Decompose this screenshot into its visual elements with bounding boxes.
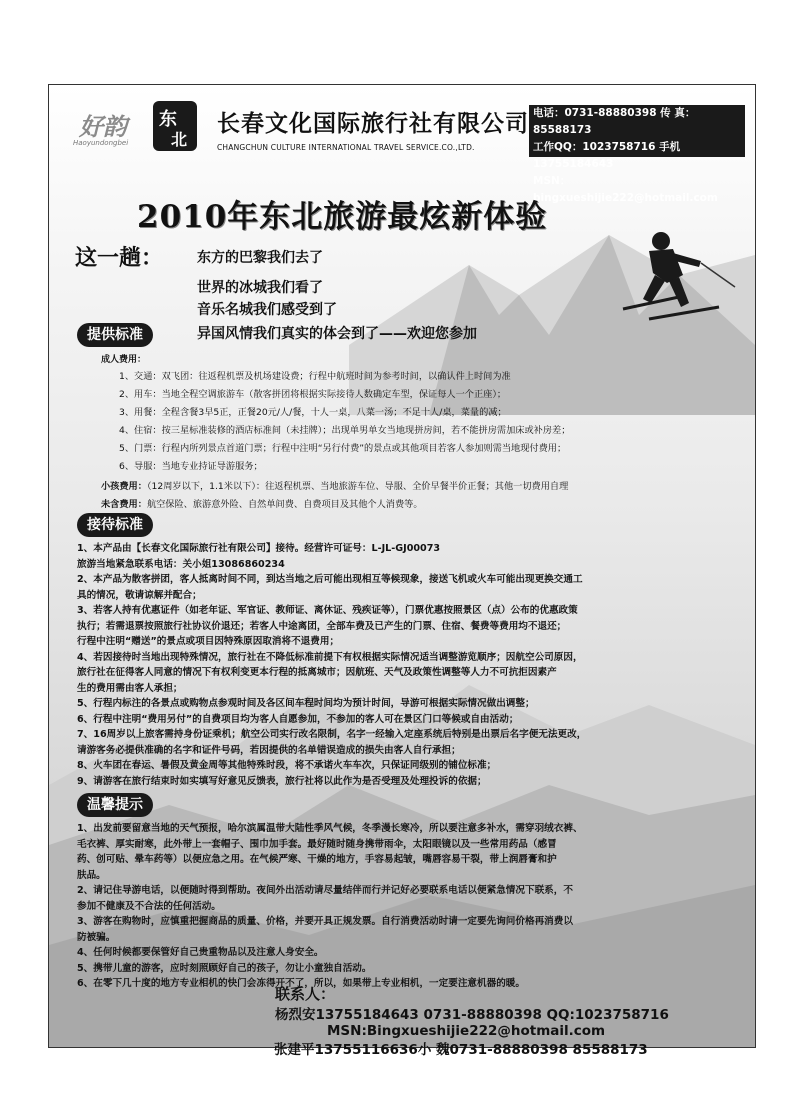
reception-line: 6、行程中注明“费用另付”的自费项目均为客人自愿参加，不参加的客人可在景区门口等候或自由活动； <box>77 713 519 725</box>
excluded-fee <box>101 497 423 513</box>
reception-line: 执行；若需退票按照旅行社协议价退还；若客人中途离团，全部车费及已产生的门票、住宿、餐费等费用均不退还； <box>77 620 567 632</box>
poster <box>48 84 756 1048</box>
reception-line: 9、请游客在旅行结束时如实填写好意见反馈表，旅行社将以此作为是否受理及处理投诉的依据； <box>77 775 487 787</box>
section-title-provide-standard: 提供标准 <box>77 323 153 347</box>
tips-line: 4、任何时候都要保管好自己贵重物品以及注意人身安全。 <box>77 947 324 958</box>
tips-list <box>77 821 749 992</box>
child-fee <box>101 479 568 495</box>
reception-line: 1、本产品由【长春文化国际旅行社有限公司】接待。经营许可证号：L-JL-GJ00073 <box>77 543 441 554</box>
child-fee-text: （12周岁以下，1.1米以下）：往返程机票、当地旅游车位、导服、全价早餐半价正餐；其他一切费用自理 <box>146 481 569 492</box>
fee-item: 3、用餐：全程含餐3早5正，正餐20元/人/餐，十人一桌，八菜一汤；不足十人/桌，菜量的减； <box>119 407 507 418</box>
contact-box <box>529 105 745 204</box>
excluded-fee-text: 航空保险、旅游意外险、自然单间费、自费项目及其他个人消费等。 <box>146 499 423 510</box>
contact-line: MSN:Bingxueshijie222@hotmail.com <box>327 1023 606 1039</box>
child-fee-label: 小孩费用： <box>101 481 147 492</box>
company-name: 长春文化国际旅行社有限公司 <box>217 111 529 137</box>
excluded-fee-label: 未含费用： <box>101 499 147 510</box>
reception-line: 具的情况，敬请谅解并配合； <box>77 589 202 601</box>
contact-line: 杨烈安13755184643 0731-88880398 QQ:1023758716 <box>275 1007 669 1023</box>
reception-list <box>77 541 749 789</box>
intro-line: 异国风情我们真实的体会到了——欢迎您参加 <box>197 326 477 342</box>
company-logo <box>63 101 207 157</box>
contacts-title: 联系人： <box>275 985 336 1003</box>
reception-line: 7、16周岁以上旅客需持身份证乘机；航空公司实行改名限制，名字一经输入定座系统后特别是出票后名字便无法更改， <box>77 729 587 740</box>
tips-line: 5、携带儿童的游客，应时刻照顾好自己的孩子，勿让小童独自活动。 <box>77 962 372 974</box>
contact-phone: 电话：0731-88880398 传 真：85588173 <box>533 107 696 136</box>
fee-item: 5、门票：行程内所列景点首道门票；行程中注明“另行付费”的景点或其他项目若客人参加则需当地现付费用； <box>119 443 567 454</box>
fee-item: 6、导服：当地专业持证导游服务； <box>119 461 263 472</box>
reception-line: 旅游当地紧急联系电话：关小姐13086860234 <box>77 558 285 570</box>
intro-line: 东方的巴黎我们去了 <box>197 250 323 266</box>
intro-line: 音乐名城我们感受到了 <box>197 302 337 318</box>
contact-msn: MSN：bingxueshijie222@hotmail.com <box>533 175 718 204</box>
logo-pinyin: Haoyundongbei <box>73 139 129 147</box>
reception-line: 8、火车团在春运、暑假及黄金周等其他特殊时段，将不承诺火车车次，只保证同级别的铺位标准； <box>77 760 497 771</box>
fee-item: 2、用车：当地全程空调旅游车（散客拼团将根据实际接待人数确定车型，保证每人一个正座）； <box>119 389 507 400</box>
fee-item: 1、交通：双飞团：往返程机票及机场建设费；行程中航班时间为参考时间，以确认件上时间为准 <box>119 371 511 382</box>
section-title-warm-tips: 温馨提示 <box>77 793 153 817</box>
contact-line: 张建平13755116636小 魏0731-88880398 85588173 <box>274 1042 648 1058</box>
reception-line: 4、若因接待时当地出现特殊情况，旅行社在不降低标准前提下有权根据实际情况适当调整游览顺序；因航空公司原因， <box>77 651 583 663</box>
reception-line: 请游客务必提供准确的名字和证件号码，若因提供的名单错误造成的损失由客人自行承担； <box>77 744 461 756</box>
reception-line: 2、本产品为散客拼团，客人抵离时间不同，到达当地之后可能出现相互等候现象，接送飞机或火车可能出现更换交通工 <box>77 574 583 585</box>
tips-line: 肤品。 <box>77 869 106 881</box>
tips-line: 2、请记住导游电话，以便随时得到帮助。夜间外出活动请尽量结伴而行并记好必要联系电话以便紧急情况下联系，不 <box>77 885 573 896</box>
headline: 2010年东北旅游最炫新体验 <box>137 199 548 235</box>
section-title-reception-standard: 接待标准 <box>77 513 153 537</box>
tips-line: 参加不健康及不合法的任何活动。 <box>77 900 221 912</box>
logo-char-north: 北 <box>171 130 188 149</box>
fee-item: 4、住宿：按三星标准装修的酒店标准间（未挂牌）；出现单男单女当地现拼房间，若不能拼房需加床或补房差； <box>119 425 571 436</box>
company-name-en: CHANGCHUN CULTURE INTERNATIONAL TRAVEL SERVICE.CO.,LTD. <box>217 143 475 152</box>
tips-line: 6、在零下几十度的地方专业相机的快门会冻得开不了，所以，如果带上专业相机，一定要注意机器的暖。 <box>77 978 525 989</box>
skier-icon <box>609 227 749 337</box>
logo-text: 好韵 <box>79 112 127 141</box>
adult-fee-label: 成人费用： <box>101 355 147 365</box>
reception-line: 5、行程内标注的各景点或购物点参观时间及各区间车程时间均为预计时间，导游可根据实际情况做出调整； <box>77 698 535 709</box>
intro-title: 这一趟： <box>75 245 164 271</box>
reception-line: 3、若客人持有优惠证件（如老年证、军官证、教师证、离休证、残疾证等），门票优惠按照景区（点）公布的优惠政策 <box>77 605 578 616</box>
tips-line: 3、游客在购物时，应慎重把握商品的质量、价格，并要开具正规发票。自行消费活动时请一定要先询问价格再消费以 <box>77 916 573 927</box>
tips-line: 毛衣裤、厚实耐寒，此外带上一套帽子、围巾加手套。最好随时随身携带雨伞，太阳眼镜以及一些常用药品（感冒 <box>77 838 557 850</box>
logo-char-east: 东 <box>159 109 177 130</box>
tips-line: 防被骗。 <box>77 931 116 943</box>
reception-line: 行程中注明“赠送”的景点或项目因特殊原因取消将不退费用； <box>77 636 340 647</box>
tips-line: 1、出发前要留意当地的天气预报，哈尔滨属温带大陆性季风气候，冬季漫长寒冷，所以要注意多补水，需穿羽绒衣裤、 <box>77 823 583 834</box>
tips-line: 药、创可贴、晕车药等）以便应急之用。在气候严寒、干燥的地方，手容易起皱，嘴唇容易干裂，带上润唇膏和护 <box>77 854 557 865</box>
intro-line: 世界的冰城我们看了 <box>197 280 323 296</box>
contact-qq: 工作QQ：1023758716 手机13755184643 <box>533 141 681 170</box>
reception-line: 旅行社在征得客人同意的情况下有权利变更本行程的抵离城市；因航班、天气及政策性调整等人力不可抗拒因素产 <box>77 667 557 678</box>
reception-line: 生的费用需由客人承担； <box>77 682 183 694</box>
